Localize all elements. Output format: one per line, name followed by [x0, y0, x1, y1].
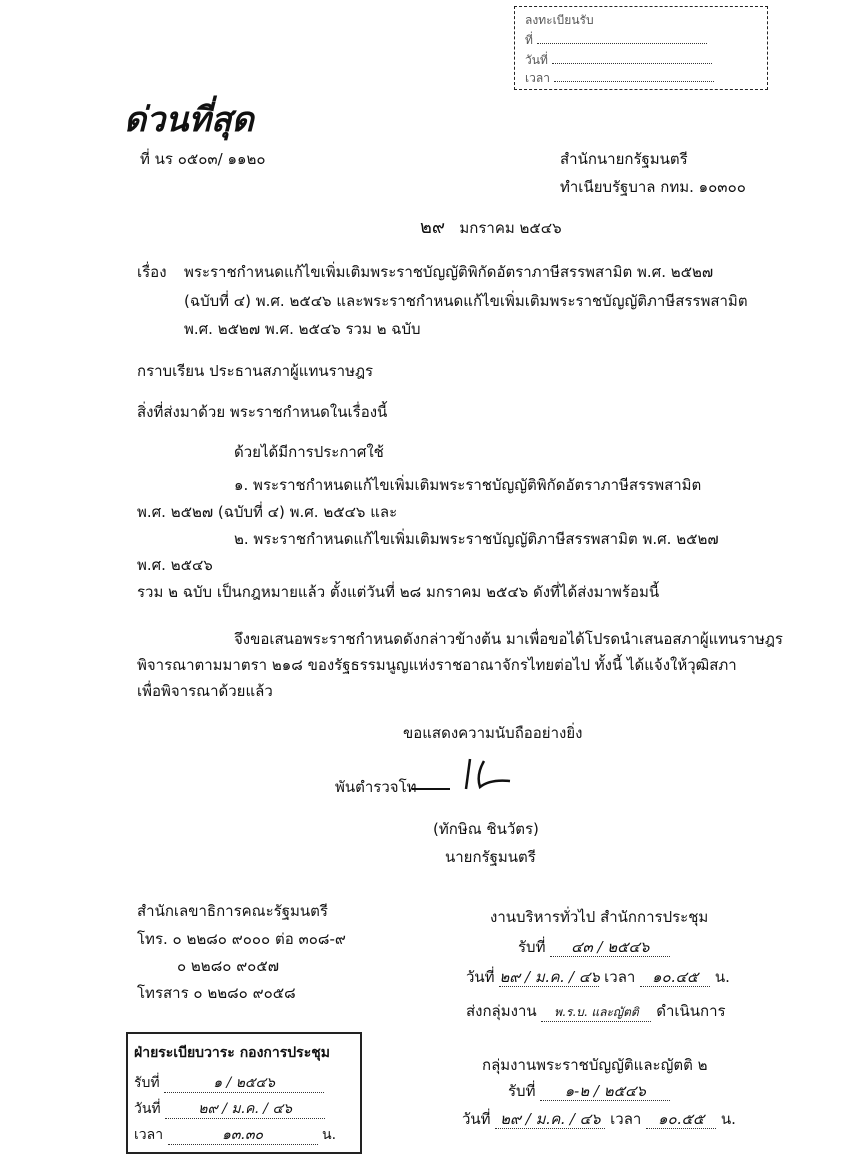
stamp-top-line: ลงทะเบียนรับ	[525, 13, 594, 27]
body-paragraph: เพื่อพิจารณาด้วยแล้ว	[137, 682, 273, 700]
stamp-row: วันที่ ๒๙ / ม.ค. / ๔๖ เวลา ๑๐.๕๕ น.	[462, 1110, 736, 1128]
stamp-row: ส่งกลุ่มงาน พ.ร.บ. และญัตติ ดำเนินการ	[466, 1002, 726, 1020]
body-paragraph: พิจารณาตามมาตรา ๒๑๘ ของรัฐธรรมนูญแห่งราชอาณาจักรไทยต่อไป ทั้งนี้ ได้แจ้งให้วุฒิสภา	[137, 656, 737, 674]
body-item: ๒. พระราชกำหนดแก้ไขเพิ่มเติมพระราชบัญญัติภาษีสรรพสามิต พ.ศ. ๒๕๒๗	[234, 530, 719, 548]
stamp-title: ฝ่ายระเบียบวาระ กองการประชุม	[134, 1045, 330, 1061]
stamp-top-line: วันที่	[525, 51, 712, 69]
closing: ขอแสดงความนับถืออย่างยิ่ง	[403, 724, 583, 742]
stamp-top-line: เวลา	[525, 69, 714, 87]
subject-line: พ.ศ. ๒๕๒๗ พ.ศ. ๒๕๔๖ รวม ๒ ฉบับ	[184, 320, 421, 338]
stamp-title: กลุ่มงานพระราชบัญญัติและญัตติ ๒	[482, 1056, 708, 1074]
receive-stamp-agenda	[126, 1032, 362, 1154]
signer-rank: พันตำรวจโท	[335, 778, 417, 796]
stamp-row: รับที่ ๔๓ / ๒๕๔๖	[518, 938, 670, 957]
subject-line: พระราชกำหนดแก้ไขเพิ่มเติมพระราชบัญญัติพิกัดอัตราภาษีสรรพสามิต พ.ศ. ๒๕๒๗	[184, 263, 714, 281]
enclosure: สิ่งที่ส่งมาด้วย พระราชกำหนดในเรื่องนี้	[137, 403, 388, 421]
subject-label: เรื่อง	[137, 263, 167, 281]
receive-stamp-top	[514, 6, 768, 90]
subject-line: (ฉบับที่ ๔) พ.ศ. ๒๕๔๖ และพระราชกำหนดแก้ไขเพิ่มเติมพระราชบัญญัติภาษีสรรพสามิต	[184, 292, 748, 310]
signer-position: นายกรัฐมนตรี	[445, 848, 536, 866]
body-item: พ.ศ. ๒๕๔๖	[137, 556, 213, 574]
signer-name: (ทักษิณ ชินวัตร)	[433, 820, 539, 838]
signature	[410, 755, 530, 795]
contact-fax: โทรสาร ๐ ๒๒๘๐ ๙๐๕๘	[137, 984, 296, 1002]
stamp-row: วันที่ ๒๙ / ม.ค. / ๔๖ เวลา ๑๐.๔๕ น.	[466, 968, 730, 986]
reference-number: ที่ นร ๐๕๐๓/ ๑๑๒๐	[140, 150, 266, 168]
office-address: ทำเนียบรัฐบาล กทม. ๑๐๓๐๐	[560, 178, 746, 196]
urgency-heading: ด่วนที่สุด	[124, 100, 254, 140]
body-item: พ.ศ. ๒๕๒๗ (ฉบับที่ ๔) พ.ศ. ๒๕๔๖ และ	[137, 503, 398, 521]
receive-stamp-bill-group	[462, 1052, 752, 1152]
body-paragraph: จึงขอเสนอพระราชกำหนดดังกล่าวข้างต้น มาเพื่อขอได้โปรดนำเสนอสภาผู้แทนราษฎร	[234, 630, 783, 648]
contact-agency: สำนักเลขาธิการคณะรัฐมนตรี	[137, 902, 328, 920]
office-name: สำนักนายกรัฐมนตรี	[560, 150, 688, 168]
salutation: กราบเรียน ประธานสภาผู้แทนราษฎร	[137, 362, 374, 380]
receive-stamp-general-admin	[462, 904, 752, 1024]
stamp-row: วันที่ ๒๙ / ม.ค. / ๔๖	[134, 1100, 325, 1119]
stamp-row: รับที่ ๑-๒ / ๒๕๔๖	[508, 1082, 670, 1101]
contact-phone: โทร. ๐ ๒๒๘๐ ๙๐๐๐ ต่อ ๓๐๘-๙	[137, 930, 346, 948]
body-paragraph: รวม ๒ ฉบับ เป็นกฎหมายแล้ว ตั้งแต่วันที่ ๒๘ มกราคม ๒๕๔๖ ดังที่ได้ส่งมาพร้อมนี้	[137, 583, 660, 601]
body-paragraph: ด้วยได้มีการประกาศใช้	[234, 443, 384, 461]
stamp-top-line: ที่	[525, 31, 707, 49]
contact-phone: ๐ ๒๒๘๐ ๙๐๕๗	[177, 957, 279, 975]
body-item: ๑. พระราชกำหนดแก้ไขเพิ่มเติมพระราชบัญญัติพิกัดอัตราภาษีสรรพสามิต	[234, 476, 702, 494]
letter-date: ๒๙ มกราคม ๒๕๔๖	[420, 217, 562, 238]
stamp-row: เวลา ๑๓.๓๐ น.	[134, 1127, 337, 1143]
stamp-title: งานบริหารทั่วไป สำนักการประชุม	[490, 908, 709, 926]
stamp-row: รับที่ ๑ / ๒๕๔๖	[134, 1074, 324, 1093]
